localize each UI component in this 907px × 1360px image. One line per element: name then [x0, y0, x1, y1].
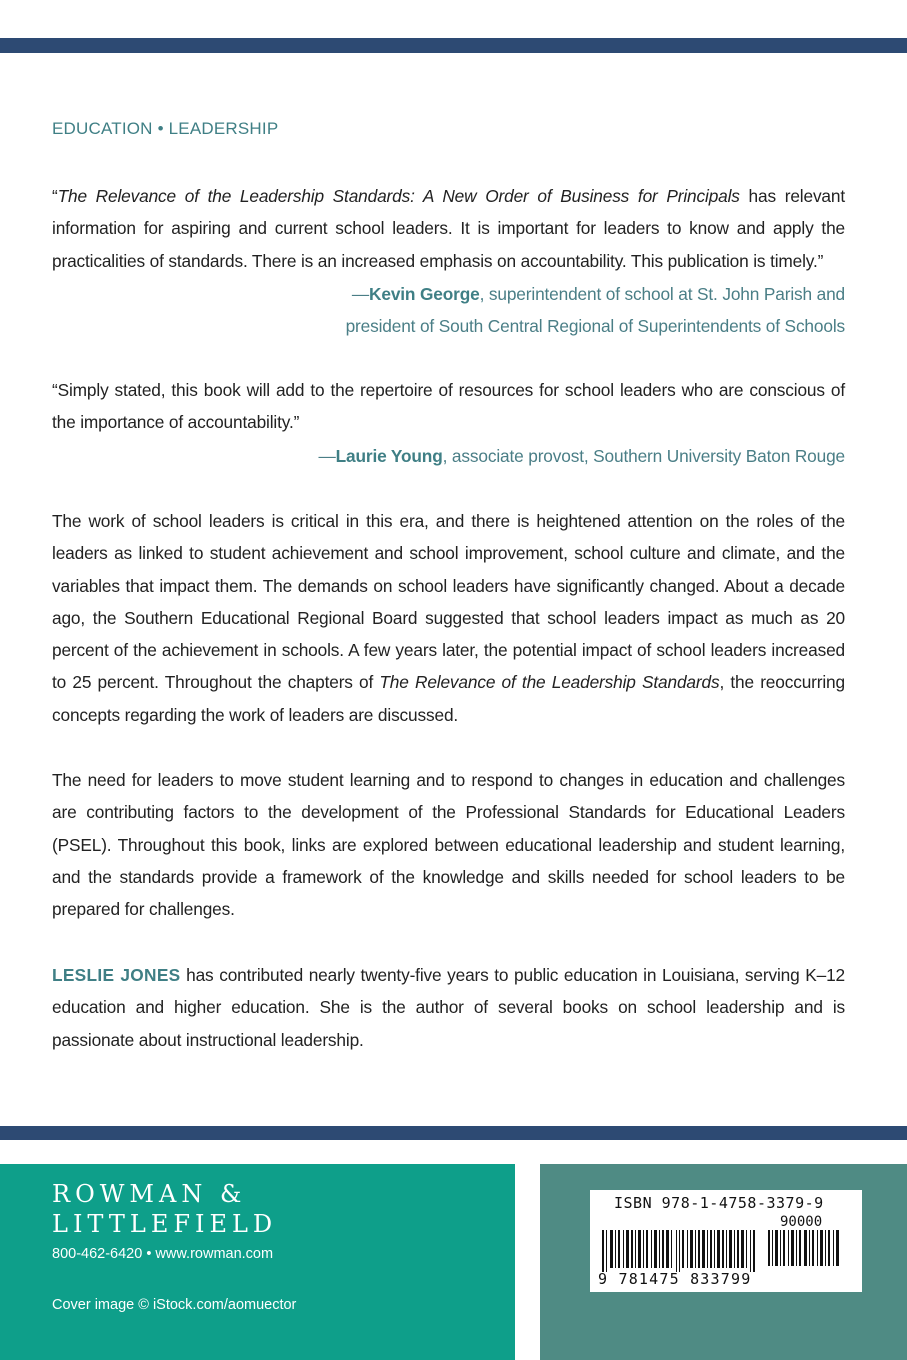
addon-barcode-bars	[768, 1230, 842, 1266]
description-paragraph-1	[52, 505, 845, 731]
quote-1-book-title: The Relevance of the Leadership Standards: A New Order of Business for Principals	[57, 186, 740, 206]
paragraph-1-text-end: , the reoccurring concepts regarding the work of leaders are discussed.	[52, 672, 845, 725]
publisher-panel	[0, 1164, 515, 1360]
price-code: 90000	[780, 1214, 823, 1230]
quote-1-affiliation-1: , superintendent of school at St. John Parish and	[479, 284, 845, 304]
paragraph-1-text: The work of school leaders is critical in this era, and there is heightened attention on the roles of the leaders as linked to student achievement and school improvement, school culture and climate, and the variables that impact them. The demands on school leaders have significantly changed. About a decade ago, the Southern Educational Regional Board suggested that school leaders impact as much as 20 percent of the achievement in schools. A few years later, the potential impact of school leaders increased to 25 percent. Throughout the chapters of	[52, 511, 845, 693]
cover-image-credit: Cover image © iStock.com/aomuector	[52, 1297, 297, 1313]
quote-1-affiliation-2: president of South Central Regional of Superintendents of Schools	[345, 316, 845, 336]
barcode-digits: 9 781475 833799	[598, 1270, 752, 1288]
quote-2: “Simply stated, this book will add to the repertoire of resources for school leaders who are conscious of the importance of accountability.”	[52, 380, 845, 433]
isbn-panel	[540, 1164, 907, 1360]
quote-1-text: has relevant information for aspiring and current school leaders. It is important for leaders to know and apply the practicalities of standards. There is an increased emphasis on accountability. This publication is timely.”	[52, 186, 846, 271]
bottom-color-bar	[0, 1126, 907, 1140]
top-color-bar	[0, 38, 907, 53]
category-label: EDUCATION • LEADERSHIP	[52, 119, 279, 138]
quote-1-open: “	[52, 186, 58, 206]
publisher-logo-line-1: ROWMAN &	[52, 1180, 247, 1208]
quote-1-attribution	[346, 278, 845, 342]
quote-2-dash: —	[318, 446, 336, 466]
author-name: LESLIE JONES	[52, 965, 181, 985]
publisher-contact: 800-462-6420 • www.rowman.com	[52, 1246, 274, 1262]
author-bio	[52, 959, 845, 1056]
paragraph-1-book-title: The Relevance of the Leadership Standards	[379, 672, 720, 693]
quote-1	[52, 180, 845, 277]
barcode-bars	[602, 1230, 758, 1272]
barcode	[590, 1190, 862, 1292]
description-paragraph-2: The need for leaders to move student learning and to respond to changes in education and challenges are contributing factors to the development of the Professional Standards for Educational Leaders (PSEL). Throughout this book, links are explored between educational leadership and student learning, and the standards provide a framework of the knowledge and skills needed for school leaders to be prepared for challenges.	[52, 770, 845, 920]
quote-1-dash: —	[351, 284, 370, 304]
author-bio-text: has contributed nearly twenty-five years to public education in Louisiana, serving K–12 education and higher education. She is the author of several books on school leadership and is passionate about instructional leadership.	[52, 965, 845, 1050]
publisher-logo-line-2: LITTLEFIELD	[52, 1210, 278, 1238]
quote-1-author: Kevin George	[369, 284, 480, 304]
isbn-number: ISBN 978-1-4758-3379-9	[614, 1194, 824, 1212]
quote-2-affiliation: , associate provost, Southern University Baton Rouge	[442, 446, 845, 466]
quote-2-attribution	[318, 440, 845, 472]
quote-2-author: Laurie Young	[335, 446, 443, 466]
